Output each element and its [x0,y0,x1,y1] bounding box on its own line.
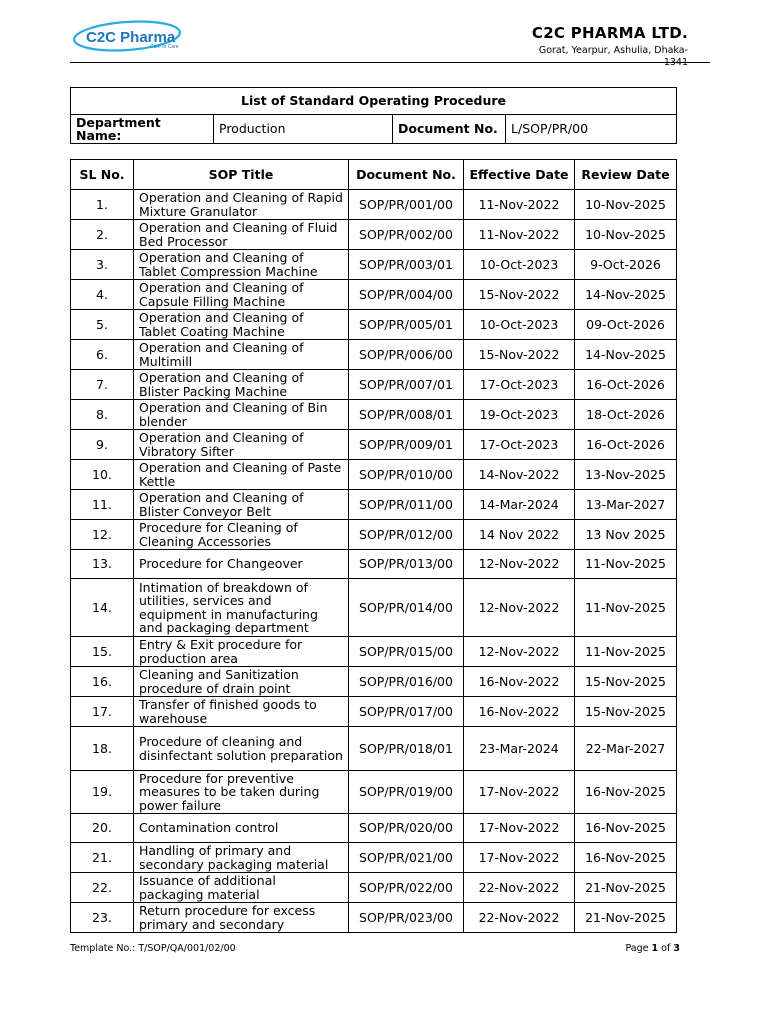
review-date-cell: 16-Nov-2025 [575,843,677,873]
sop-title-cell: Operation and Cleaning of Rapid Mixture Granulator [134,190,349,220]
sl-cell: 16. [71,667,134,697]
review-date-cell: 18-Oct-2026 [575,400,677,430]
effective-date-cell: 17-Nov-2022 [464,814,575,843]
sl-cell: 22. [71,873,134,903]
logo-tagline: Care to Care [150,44,179,50]
document-no-cell: SOP/PR/004/00 [349,280,464,310]
table-row [71,340,677,370]
review-date-cell: 11-Nov-2025 [575,637,677,667]
review-date-cell: 16-Oct-2026 [575,430,677,460]
review-date-cell: 11-Nov-2025 [575,550,677,579]
table-row [71,370,677,400]
document-no-cell: SOP/PR/019/00 [349,771,464,814]
table-row [71,400,677,430]
sop-title-cell: Operation and Cleaning of Capsule Filling Machine [134,280,349,310]
sl-cell: 9. [71,430,134,460]
effective-date-cell: 14-Mar-2024 [464,490,575,520]
table-row [71,550,677,579]
column-header-title: SOP Title [134,160,349,190]
sop-title-cell: Procedure for preventive measures to be taken during power failure [134,771,349,814]
effective-date-cell: 15-Nov-2022 [464,280,575,310]
table-row [71,430,677,460]
logo-swoosh-icon [72,16,187,56]
effective-date-cell: 11-Nov-2022 [464,190,575,220]
sl-cell: 6. [71,340,134,370]
table-row [71,727,677,771]
sl-cell: 7. [71,370,134,400]
effective-date-cell: 17-Nov-2022 [464,771,575,814]
effective-date-cell: 22-Nov-2022 [464,873,575,903]
sl-cell: 20. [71,814,134,843]
review-date-cell: 13-Mar-2027 [575,490,677,520]
sl-cell: 2. [71,220,134,250]
document-no-label: Document No. [393,115,506,144]
department-label: Department Name: [71,115,214,144]
effective-date-cell: 23-Mar-2024 [464,727,575,771]
effective-date-cell: 17-Nov-2022 [464,843,575,873]
effective-date-cell: 19-Oct-2023 [464,400,575,430]
review-date-cell: 21-Nov-2025 [575,903,677,933]
sop-title-cell: Operation and Cleaning of Tablet Coating Machine [134,310,349,340]
document-no-cell: SOP/PR/016/00 [349,667,464,697]
document-title: List of Standard Operating Procedure [71,88,677,115]
table-row [71,490,677,520]
header-divider [70,62,710,63]
document-no-cell: SOP/PR/003/01 [349,250,464,280]
sl-cell: 3. [71,250,134,280]
effective-date-cell: 17-Oct-2023 [464,370,575,400]
sop-title-cell: Operation and Cleaning of Tablet Compression Machine [134,250,349,280]
table-row [71,280,677,310]
sop-title-cell: Entry & Exit procedure for production area [134,637,349,667]
document-no-cell: SOP/PR/001/00 [349,190,464,220]
review-date-cell: 15-Nov-2025 [575,697,677,727]
review-date-cell: 21-Nov-2025 [575,873,677,903]
document-no-cell: SOP/PR/006/00 [349,340,464,370]
sl-cell: 1. [71,190,134,220]
sop-title-cell: Contamination control [134,814,349,843]
review-date-cell: 16-Oct-2026 [575,370,677,400]
table-row [71,579,677,637]
effective-date-cell: 22-Nov-2022 [464,903,575,933]
document-no-cell: SOP/PR/010/00 [349,460,464,490]
table-row [71,903,677,933]
table-row [71,771,677,814]
sl-cell: 12. [71,520,134,550]
company-logo [72,16,187,56]
effective-date-cell: 10-Oct-2023 [464,310,575,340]
effective-date-cell: 15-Nov-2022 [464,340,575,370]
sl-cell: 23. [71,903,134,933]
sop-title-cell: Procedure for Changeover [134,550,349,579]
logo-text: C2C Pharma [86,29,176,46]
document-no-cell: SOP/PR/021/00 [349,843,464,873]
effective-date-cell: 14 Nov 2022 [464,520,575,550]
page-number: Page 1 of 3 [625,943,680,954]
document-no-cell: SOP/PR/013/00 [349,550,464,579]
sop-title-cell: Handling of primary and secondary packaging material [134,843,349,873]
review-date-cell: 14-Nov-2025 [575,340,677,370]
sl-cell: 5. [71,310,134,340]
table-header-row [71,160,677,190]
table-row [71,667,677,697]
department-value: Production [214,115,393,144]
review-date-cell: 13 Nov 2025 [575,520,677,550]
company-name: C2C PHARMA LTD. [531,24,688,42]
sl-cell: 18. [71,727,134,771]
document-no-cell: SOP/PR/020/00 [349,814,464,843]
review-date-cell: 22-Mar-2027 [575,727,677,771]
review-date-cell: 9-Oct-2026 [575,250,677,280]
effective-date-cell: 11-Nov-2022 [464,220,575,250]
sl-cell: 17. [71,697,134,727]
sop-title-cell: Operation and Cleaning of Blister Packing Machine [134,370,349,400]
review-date-cell: 16-Nov-2025 [575,814,677,843]
sop-title-cell: Procedure for Cleaning of Cleaning Accessories [134,520,349,550]
document-no-cell: SOP/PR/009/01 [349,430,464,460]
table-row [71,460,677,490]
review-date-cell: 15-Nov-2025 [575,667,677,697]
table-row [71,310,677,340]
table-row [71,520,677,550]
sop-title-cell: Return procedure for excess primary and secondary [134,903,349,933]
sop-table [70,159,677,933]
sl-cell: 10. [71,460,134,490]
review-date-cell: 13-Nov-2025 [575,460,677,490]
effective-date-cell: 17-Oct-2023 [464,430,575,460]
sl-cell: 15. [71,637,134,667]
document-no-cell: SOP/PR/008/01 [349,400,464,430]
sop-title-cell: Operation and Cleaning of Bin blender [134,400,349,430]
review-date-cell: 11-Nov-2025 [575,579,677,637]
sop-title-cell: Operation and Cleaning of Paste Kettle [134,460,349,490]
table-row [71,250,677,280]
table-row [71,637,677,667]
document-info-table [70,87,677,144]
sl-cell: 4. [71,280,134,310]
sl-cell: 8. [71,400,134,430]
sop-title-cell: Transfer of finished goods to warehouse [134,697,349,727]
effective-date-cell: 16-Nov-2022 [464,697,575,727]
document-no-cell: SOP/PR/014/00 [349,579,464,637]
document-no-cell: SOP/PR/002/00 [349,220,464,250]
table-row [71,814,677,843]
review-date-cell: 14-Nov-2025 [575,280,677,310]
sop-title-cell: Operation and Cleaning of Vibratory Sifter [134,430,349,460]
document-no-cell: SOP/PR/022/00 [349,873,464,903]
column-header-document-no: Document No. [349,160,464,190]
document-no-cell: SOP/PR/005/01 [349,310,464,340]
sop-title-cell: Operation and Cleaning of Multimill [134,340,349,370]
template-number: Template No.: T/SOP/QA/001/02/00 [70,943,236,954]
document-no-cell: SOP/PR/015/00 [349,637,464,667]
effective-date-cell: 10-Oct-2023 [464,250,575,280]
sop-title-cell: Intimation of breakdown of utilities, services and equipment in manufacturing and packaging department [134,579,349,637]
document-no-cell: SOP/PR/007/01 [349,370,464,400]
effective-date-cell: 12-Nov-2022 [464,637,575,667]
sl-cell: 19. [71,771,134,814]
review-date-cell: 10-Nov-2025 [575,220,677,250]
sop-title-cell: Operation and Cleaning of Blister Conveyor Belt [134,490,349,520]
table-row [71,190,677,220]
sop-title-cell: Cleaning and Sanitization procedure of drain point [134,667,349,697]
review-date-cell: 10-Nov-2025 [575,190,677,220]
sl-cell: 11. [71,490,134,520]
company-address: Gorat, Yearpur, Ashulia, Dhaka- [538,45,688,56]
sl-cell: 21. [71,843,134,873]
effective-date-cell: 14-Nov-2022 [464,460,575,490]
effective-date-cell: 12-Nov-2022 [464,550,575,579]
table-row [71,220,677,250]
effective-date-cell: 16-Nov-2022 [464,667,575,697]
table-row [71,843,677,873]
review-date-cell: 16-Nov-2025 [575,771,677,814]
column-header-sl: SL No. [71,160,134,190]
document-no-cell: SOP/PR/017/00 [349,697,464,727]
sl-cell: 14. [71,579,134,637]
sl-cell: 13. [71,550,134,579]
table-row [71,873,677,903]
document-no-cell: SOP/PR/018/01 [349,727,464,771]
table-row [71,697,677,727]
sop-title-cell: Procedure of cleaning and disinfectant solution preparation [134,727,349,771]
document-no-cell: SOP/PR/023/00 [349,903,464,933]
document-no-cell: SOP/PR/012/00 [349,520,464,550]
document-no-cell: SOP/PR/011/00 [349,490,464,520]
review-date-cell: 09-Oct-2026 [575,310,677,340]
sop-title-cell: Operation and Cleaning of Fluid Bed Processor [134,220,349,250]
column-header-effective-date: Effective Date [464,160,575,190]
sop-title-cell: Issuance of additional packaging material [134,873,349,903]
effective-date-cell: 12-Nov-2022 [464,579,575,637]
column-header-review-date: Review Date [575,160,677,190]
document-no-value: L/SOP/PR/00 [506,115,677,144]
